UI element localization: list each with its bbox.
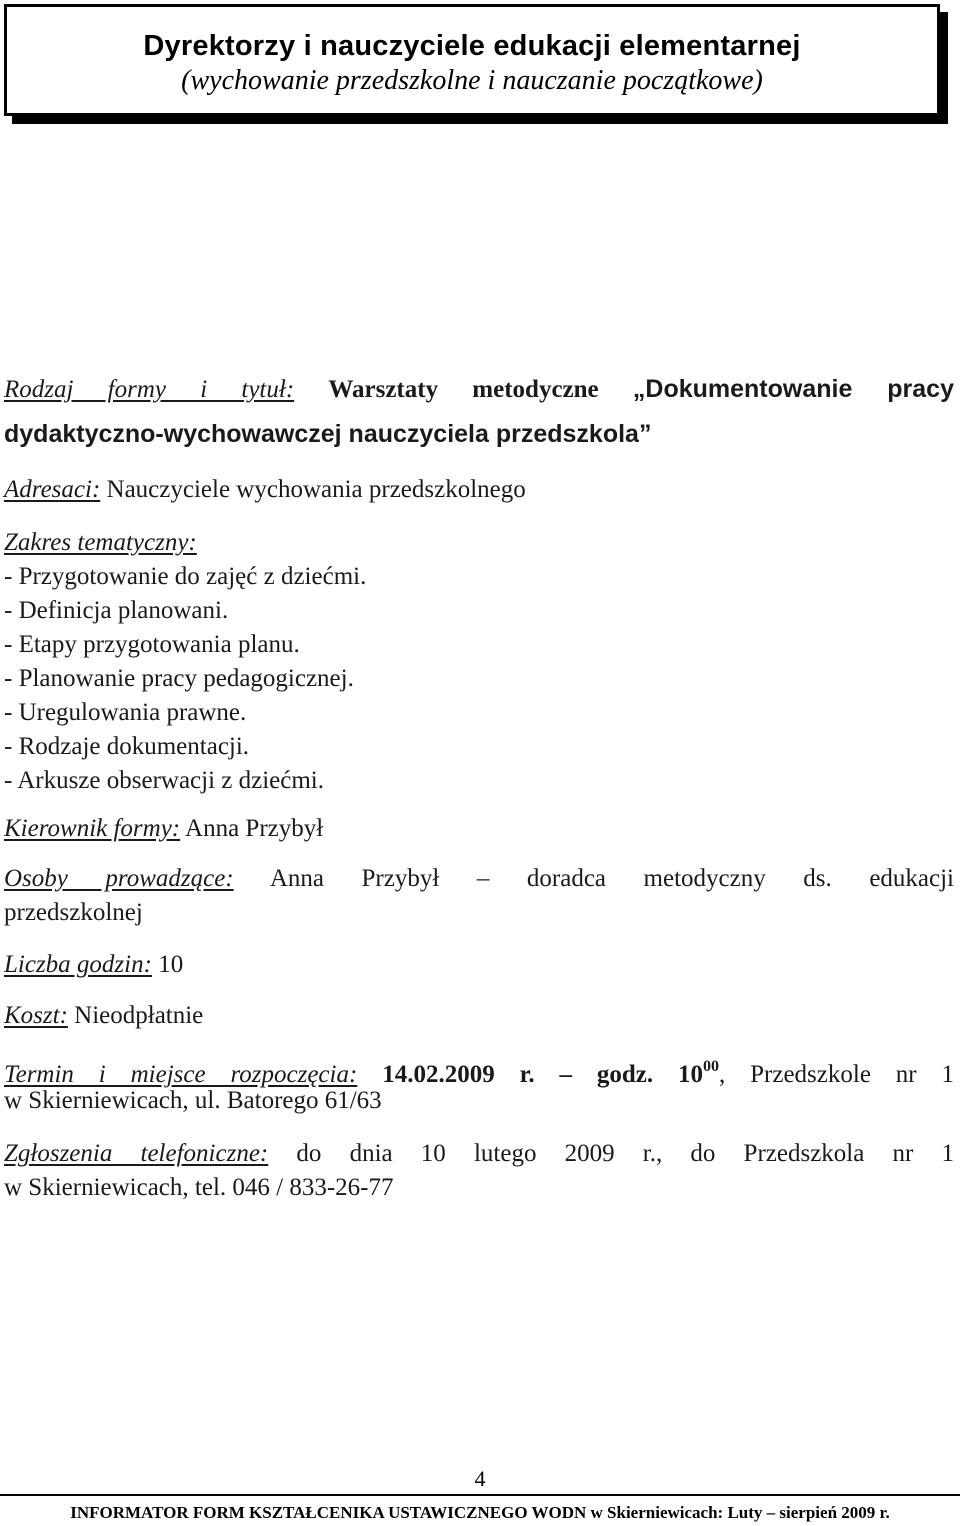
page-footer: INFORMATOR FORM KSZTAŁCENIKA USTAWICZNEGO WODN w Skierniewicach: Luty – sierpień 2009 r.	[70, 1503, 890, 1522]
list-item: - Etapy przygotowania planu.	[4, 631, 300, 658]
start-date: 14.02.2009 r. – godz. 10	[382, 1061, 703, 1088]
start-place-cont: w Skierniewicach, ul. Batorego 61/63	[4, 1087, 382, 1114]
phone-value-cont: w Skierniewicach, tel. 046 / 833-26-77	[4, 1174, 394, 1201]
topics-list	[4, 560, 366, 798]
form-title-label: Rodzaj formy i tytuł:	[4, 376, 295, 403]
scope-label: Zakres tematyczny:	[4, 529, 197, 556]
form-title-part2: dydaktyczno-wychowawczej nauczyciela przedszkola”	[4, 420, 652, 448]
phone-value: do dnia 10 lutego 2009 r., do Przedszkola nr 1	[296, 1140, 955, 1167]
list-item: - Arkusze obserwacji z dziećmi.	[4, 767, 325, 794]
scope-label-row	[4, 526, 954, 560]
cost-value: Nieodpłatnie	[74, 1002, 204, 1029]
cost-row	[4, 999, 954, 1033]
hours-label: Liczba godzin:	[4, 951, 152, 978]
phone-label: Zgłoszenia telefoniczne:	[4, 1140, 269, 1167]
hours-value: 10	[158, 951, 184, 978]
form-title-part1: „Dokumentowanie pracy	[632, 375, 954, 403]
leaders-value-cont: przedszkolnej	[4, 899, 143, 926]
phone-row-2	[4, 1171, 954, 1205]
footer-divider	[0, 1494, 960, 1496]
addressees-label: Adresaci:	[4, 476, 101, 503]
addressees-value: Nauczyciele wychowania przedszkolnego	[106, 476, 526, 503]
list-item: - Uregulowania prawne.	[4, 699, 247, 726]
start-label: Termin i miejsce rozpoczęcia:	[4, 1061, 358, 1088]
header-box	[4, 4, 940, 116]
start-row-2	[4, 1084, 954, 1118]
form-title-line2	[4, 417, 954, 452]
form-title-line1	[4, 372, 954, 407]
addressees-row	[4, 473, 954, 507]
phone-row	[4, 1137, 954, 1171]
manager-row	[4, 812, 954, 846]
page-number: 4	[474, 1466, 486, 1491]
leaders-value: Anna Przybył – doradca metodyczny ds. edukacji	[269, 865, 954, 892]
manager-label: Kierownik formy:	[4, 815, 181, 842]
start-place: , Przedszkole nr 1	[719, 1061, 954, 1088]
list-item: - Przygotowanie do zajęć z dziećmi.	[4, 563, 367, 590]
form-type: Warsztaty metodyczne	[328, 376, 599, 403]
list-item: - Definicja planowani.	[4, 597, 229, 624]
cost-label: Koszt:	[4, 1002, 68, 1029]
start-time-minutes: 00	[703, 1058, 719, 1075]
leaders-label: Osoby prowadzące:	[4, 865, 234, 892]
page-title: Dyrektorzy i nauczyciele edukacji elementarnej	[143, 30, 801, 62]
page-subtitle: (wychowanie przedszkolne i nauczanie początkowe)	[181, 65, 763, 96]
list-item: - Planowanie pracy pedagogicznej.	[4, 665, 354, 692]
manager-value: Anna Przybył	[185, 815, 324, 842]
hours-row	[4, 948, 954, 982]
list-item: - Rodzaje dokumentacji.	[4, 733, 250, 760]
leaders-row-2	[4, 896, 954, 930]
leaders-row	[4, 862, 954, 896]
